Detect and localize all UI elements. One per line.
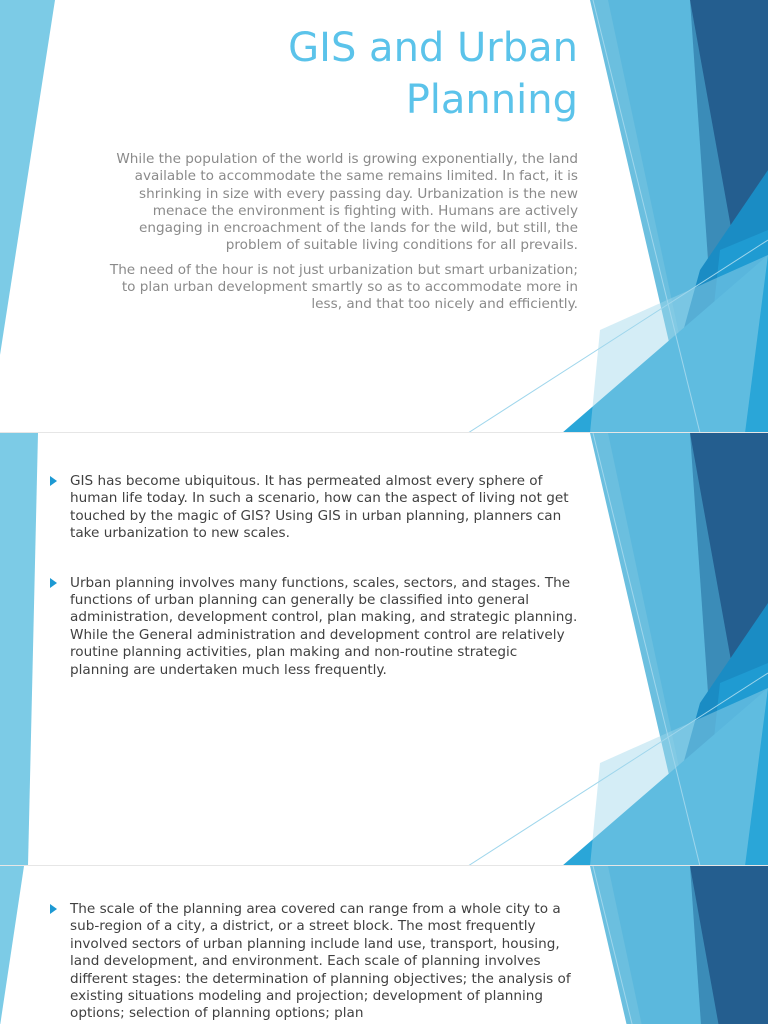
bullet-text: GIS has become ubiquitous. It has permeated almost every sphere of human life today. In such a scenario, how can the aspect of living not get touched by the magic of GIS? Using GIS in urban planning, planners can take urbanization to new scales. [70,473,569,542]
triangle-bullet-icon [50,476,57,486]
slide-2 [0,433,768,866]
slide-1 [0,0,768,433]
list-item [48,473,580,543]
slide-3 [0,866,768,1024]
list-item [48,901,580,1023]
intro-text [100,151,578,321]
intro-paragraph: The need of the hour is not just urbanization but smart urbanization; to plan urban development smartly so as to accommodate more in less, and that too nicely and efficiently. [109,261,578,313]
list-item [48,575,580,679]
bullet-list [48,473,580,711]
triangle-bullet-icon [50,578,57,588]
bullet-text: The scale of the planning area covered can range from a whole city to a sub-region of a city, a district, or a street block. The most frequently involved sectors of urban planning include land use, transport, housing, land development, and environment. Each scale of planning involves different stages: the determination of planning objectives; the analysis of existing situations modeling and projection; development of planning options; selection of planning options; plan [70,901,571,1022]
bullet-text: Urban planning involves many functions, scales, sectors, and stages. The functions of urban planning can generally be classified into general administration, development control, plan making, and strategic planning. While the General administration and development control are relatively routine planning activities, plan making and non-routine strategic planning are undertaken much less frequently. [70,574,578,678]
triangle-bullet-icon [50,904,57,914]
bullet-list [48,901,580,1024]
page-title: GIS and Urban Planning [288,25,578,123]
intro-paragraph: While the population of the world is growing exponentially, the land available to accommodate the same remains limited. In fact, it is shrinking in size with every passing day. Urbanization is the new menace the environment is fighting with. Humans are actively engaging in encroachment of the lands for the wild, but still, the problem of suitable living conditions for all prevails. [116,151,578,254]
